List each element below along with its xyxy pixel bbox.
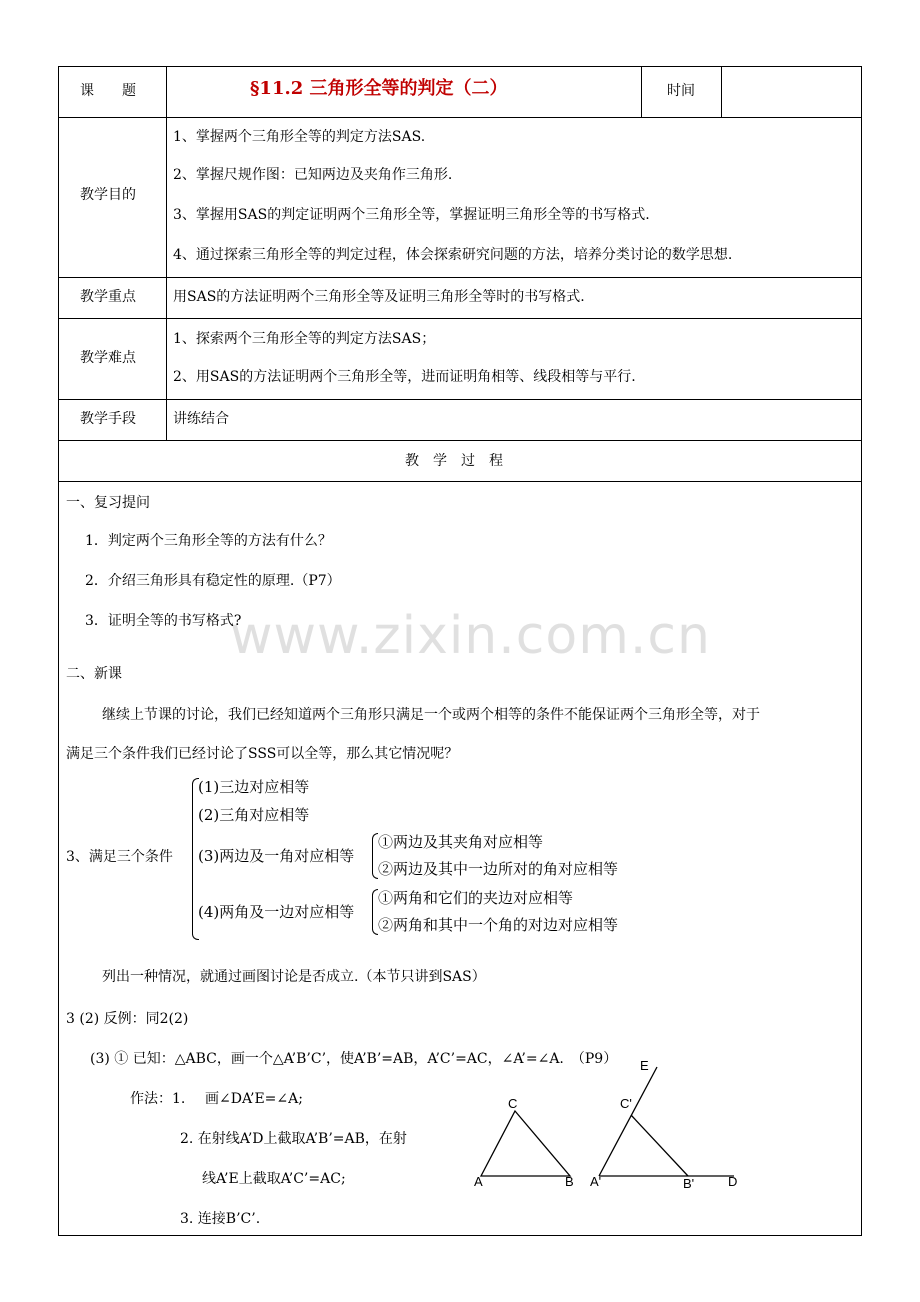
topic-label: 课 题 [80,83,136,99]
difficulties-label: 教学难点 [80,350,136,366]
time-label: 时间 [667,83,695,99]
process-heading: 教 学 过 程 [405,453,503,469]
method-label: 作法：1. [130,1091,186,1107]
condition-subitem: ①两边及其夹角对应相等 [378,833,544,851]
counter-example: 3 (2) 反例：同2(2) [66,1011,189,1027]
condition-subitem: ②两边及其中一边所对的角对应相等 [378,860,619,878]
difficulty-item: 2、用SAS的方法证明两个三角形全等，进而证明角相等、线段相等与平行. [173,369,636,385]
condition-subitem: ②两角和其中一个角的对边对应相等 [378,916,619,934]
goal-item: 1、掌握两个三角形全等的判定方法SAS. [173,129,426,145]
ray-ae [599,1067,657,1176]
label-b-prime: B' [683,1176,695,1191]
difficulty-item: 1、探索两个三角形全等的判定方法SAS； [173,331,436,347]
lesson-title: §11.2 三角形全等的判定（二） [250,78,508,99]
label-c: C [508,1096,518,1111]
segment-b2c2 [631,1115,688,1176]
means-text: 讲练结合 [173,411,229,427]
review-item: 1．判定两个三角形全等的方法有什么？ [85,533,332,549]
new-lesson-title: 二、新课 [66,666,122,682]
review-item: 3．证明全等的书写格式? [85,613,242,629]
label-c-prime: C' [620,1096,632,1111]
method-step: 2. 在射线A’D上截取A’B’=AB，在射 [180,1131,407,1147]
paragraph-line: 继续上节课的讨论，我们已经知道两个三角形只满足一个或两个相等的条件不能保证两个三角形全等，对于 [102,707,760,723]
watermark: www.zixin.com.cn [230,606,711,666]
key-points-text: 用SAS的方法证明两个三角形全等及证明三角形全等时的书写格式. [173,289,585,305]
condition-item: (3)两边及一角对应相等 [198,847,355,865]
review-item: 2．介绍三角形具有稳定性的原理.（P7） [85,573,341,589]
goals-label: 教学目的 [80,187,136,203]
method-step: 3. 连接B’C’. [180,1211,261,1227]
label-a-prime: A' [590,1174,602,1189]
method-step: 画∠DA’E=∠A; [205,1091,303,1107]
condition-label: 3、满足三个条件 [66,849,173,865]
condition-item: (2)三角对应相等 [198,806,310,824]
key-points-label: 教学重点 [80,289,136,305]
paragraph-line: 满足三个条件我们已经讨论了SSS可以全等，那么其它情况呢？ [66,746,459,762]
label-d: D [728,1174,738,1189]
goal-item: 3、掌握用SAS的判定证明两个三角形全等，掌握证明三角形全等的书写格式. [173,207,650,223]
label-a: A [474,1174,483,1189]
label-e: E [640,1058,649,1073]
triangle-abc [481,1111,570,1176]
label-b: B [565,1174,574,1189]
means-label: 教学手段 [80,411,136,427]
condition-subitem: ①两角和它们的夹边对应相等 [378,889,574,907]
condition-item: (4)两角及一边对应相等 [198,903,355,921]
method-step: 线A’E上截取A’C’=AC; [202,1171,346,1187]
list-line: 列出一种情况，就通过画图讨论是否成立.（本节只讲到SAS） [102,969,486,985]
given-statement: (3) ① 已知：△ABC，画一个△A’B’C’，使A’B’=AB，A’C’=AC，∠A’=∠A. （P9） [90,1051,618,1067]
condition-item: (1)三边对应相等 [198,778,310,796]
goal-item: 2、掌握尺规作图：已知两边及夹角作三角形. [173,167,453,183]
review-title: 一、复习提问 [66,495,150,511]
goal-item: 4、通过探索三角形全等的判定过程，体会探索研究问题的方法，培养分类讨论的数学思想. [173,247,733,263]
